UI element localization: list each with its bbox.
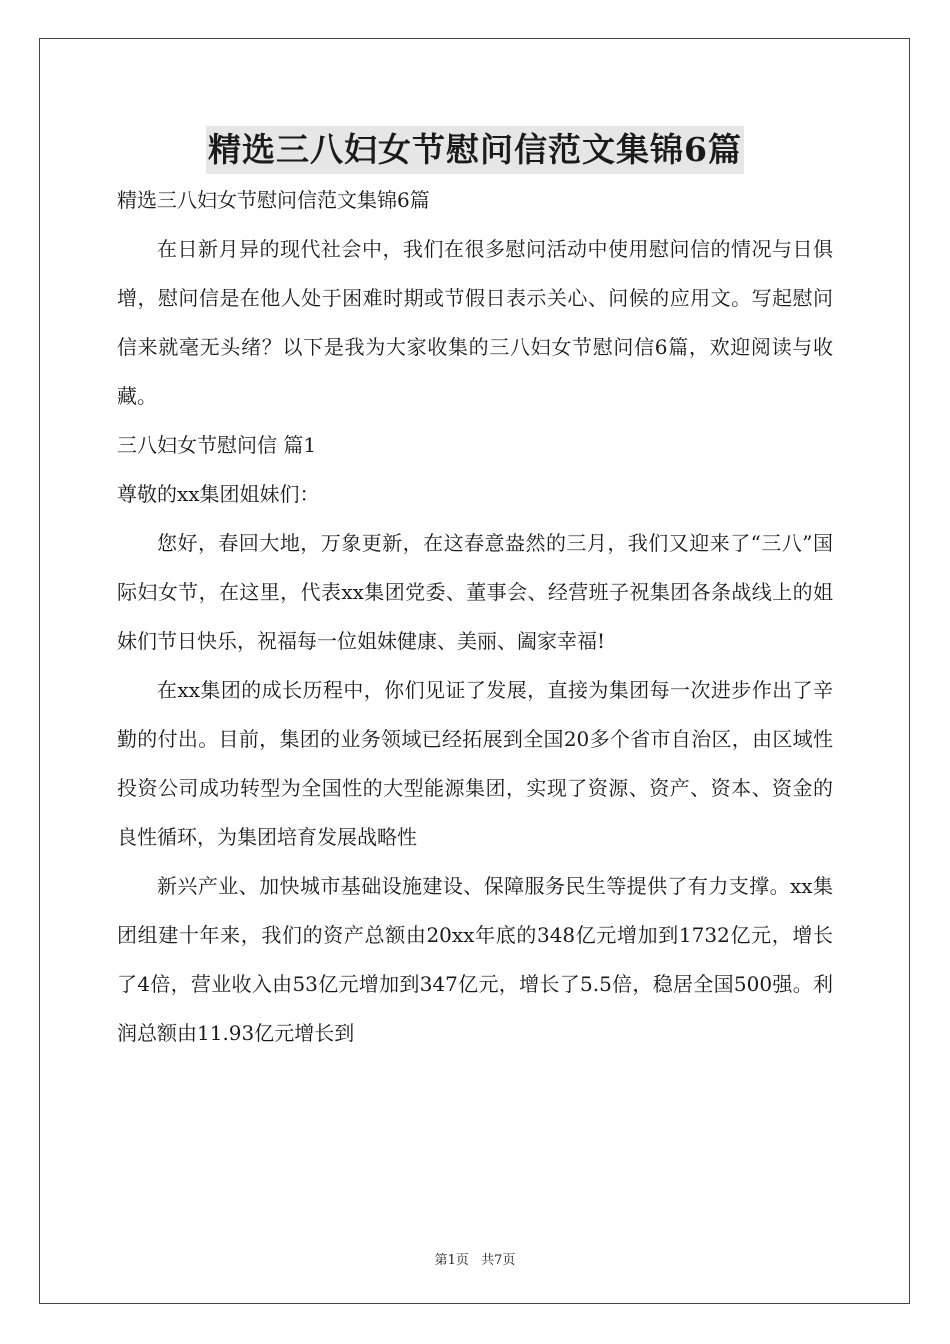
document-title-text: 精选三八妇女节慰问信范文集锦6篇 — [206, 126, 744, 174]
document-title — [0, 126, 950, 174]
document-subtitle: 精选三八妇女节慰问信范文集锦6篇 — [117, 188, 430, 212]
document-body — [117, 176, 833, 1058]
body-paragraph-3: 新兴产业、加快城市基础设施建设、保障服务民生等提供了有力支撑。xx集团组建十年来，我们的资产总额由20xx年底的348亿元增加到1732亿元，增长了4倍，营业收入由53亿元增加到347亿元，增长了5.5倍，稳居全国500强。利润总额由11.93亿元增长到 — [117, 874, 833, 1045]
section-heading: 三八妇女节慰问信 篇1 — [117, 433, 317, 457]
body-paragraph-2: 在xx集团的成长历程中，你们见证了发展，直接为集团每一次进步作出了辛勤的付出。目前，集团的业务领域已经拓展到全国20多个省市自治区，由区域性投资公司成功转型为全国性的大型能源集团，实现了资源、资产、资本、资金的良性循环，为集团培育发展战略性 — [117, 678, 833, 849]
salutation: 尊敬的xx集团姐妹们： — [117, 482, 320, 506]
page-footer — [0, 1249, 950, 1268]
page-number: 第1页 — [434, 1253, 469, 1268]
page-total: 共7页 — [481, 1253, 516, 1268]
intro-paragraph: 在日新月异的现代社会中，我们在很多慰问活动中使用慰问信的情况与日俱增，慰问信是在他人处于困难时期或节假日表示关心、问候的应用文。写起慰问信来就毫无头绪？以下是我为大家收集的三八妇女节慰问信6篇，欢迎阅读与收藏。 — [117, 237, 833, 408]
body-paragraph-1: 您好，春回大地，万象更新，在这春意盎然的三月，我们又迎来了“三八”国际妇女节，在这里，代表xx集团党委、董事会、经营班子祝集团各条战线上的姐妹们节日快乐，祝福每一位姐妹健康、美丽、阖家幸福! — [117, 531, 833, 653]
